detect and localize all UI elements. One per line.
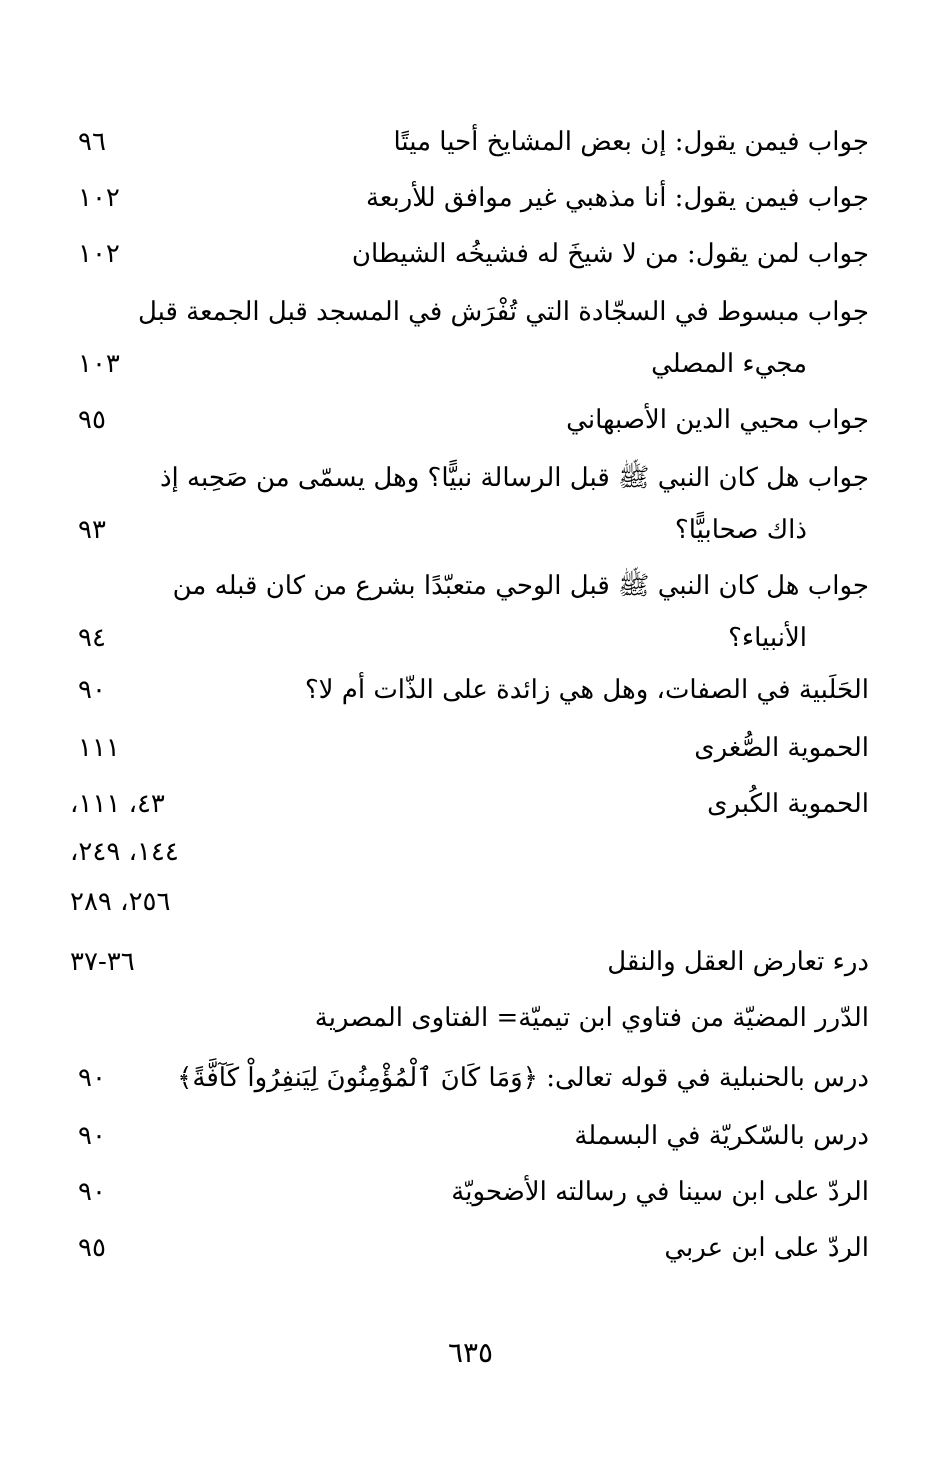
index-entry-page: ٩٠: [78, 1177, 106, 1207]
index-entry-page: ٩٦: [78, 127, 106, 157]
index-entry-text-continuation: ذاك صحابيًّا؟: [674, 515, 807, 545]
index-entry-page: ٣٦-٣٧: [70, 947, 135, 977]
index-entry-text-continuation: مجيء المصلي: [651, 349, 807, 379]
index-entry-page: ١١١: [78, 733, 120, 763]
index-entry-text: جواب محيي الدين الأصبهاني: [566, 405, 869, 435]
index-entry-page-continuation: ١٤٤، ٢٤٩،: [70, 837, 179, 867]
index-entry-text: الدّرر المضيّة من فتاوي ابن تيميّة= الفتاوى المصرية: [314, 1003, 869, 1033]
index-entry-page: ١٠٣: [78, 349, 120, 379]
index-entry-text: جواب فيمن يقول: إن بعض المشايخ أحيا ميتًا: [393, 127, 869, 157]
index-entry-page: ٩٤: [78, 623, 106, 653]
index-entry-text: درء تعارض العقل والنقل: [607, 947, 869, 977]
index-entry-page: ١٠٢: [78, 239, 120, 269]
index-entry-text: الحموية الصُّغرى: [694, 733, 869, 763]
index-entry-text: جواب لمن يقول: من لا شيخَ له فشيخُه الشيطان: [351, 239, 869, 269]
index-entry-page: ٩٥: [78, 405, 106, 435]
index-entry-page: ٤٣، ١١١،: [70, 789, 165, 819]
index-entry-page: ٩٠: [78, 675, 106, 705]
index-entry-page: ٩٥: [78, 1233, 106, 1263]
index-entry-page: ٩٠: [78, 1121, 106, 1151]
index-entry-page-continuation: ٢٥٦، ٢٨٩: [70, 887, 171, 917]
index-entry-text: جواب هل كان النبي ﷺ قبل الرسالة نبيًّا؟ وهل يسمّى من صَحِبه إذ: [159, 463, 869, 493]
index-entry-text: الردّ على ابن سينا في رسالته الأضحويّة: [451, 1177, 869, 1207]
index-entry-text: جواب هل كان النبي ﷺ قبل الوحي متعبّدًا بشرع من كان قبله من: [172, 571, 869, 601]
index-entry-text: جواب فيمن يقول: أنا مذهبي غير موافق للأربعة: [365, 183, 869, 213]
index-entry-text: الحَلَبية في الصفات، وهل هي زائدة على الذّات أم لا؟: [304, 675, 869, 705]
index-entry-text-continuation: الأنبياء؟: [728, 623, 807, 653]
index-entry-text: درس بالسّكريّة في البسملة: [574, 1121, 869, 1151]
index-entry-page: ٩٠: [78, 1063, 106, 1093]
page-number: ٦٣٥: [447, 1336, 494, 1369]
index-entry-text: درس بالحنبلية في قوله تعالى: ﴿وَمَا كَانَ ٱلْمُؤْمِنُونَ لِيَنفِرُواْ كَآفَّةً﴾: [177, 1063, 869, 1093]
index-entry-text: الحموية الكُبرى: [707, 789, 869, 819]
index-entry-page: ٩٣: [78, 515, 106, 545]
index-entry-page: ١٠٢: [78, 183, 120, 213]
index-entry-text: الردّ على ابن عربي: [664, 1233, 869, 1263]
index-entry-text: جواب مبسوط في السجّادة التي تُفْرَش في المسجد قبل الجمعة قبل: [137, 297, 869, 327]
